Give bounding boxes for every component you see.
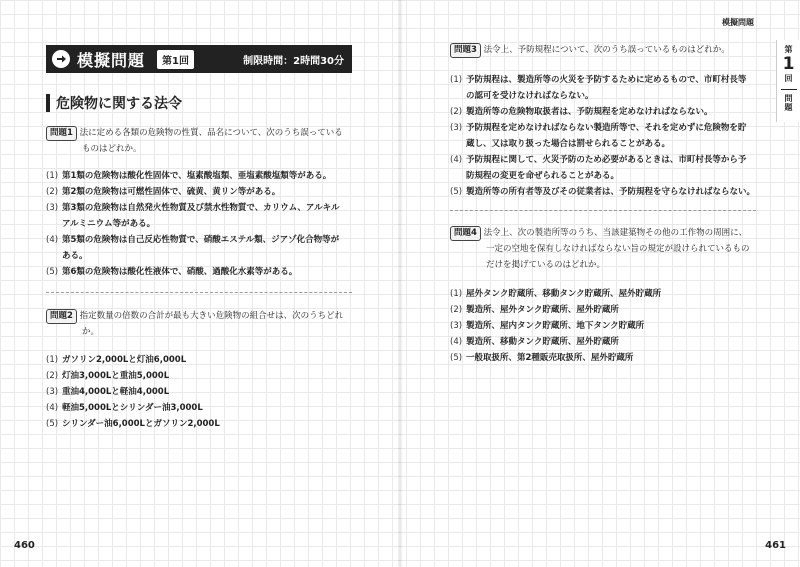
question-4-options	[450, 286, 756, 366]
option-row-cont: 防規程の変更を命ぜられることがある。	[466, 171, 620, 181]
question-2-label: 問題2	[46, 309, 77, 324]
dashed-divider	[450, 210, 756, 211]
option-row[interactable]: (3) 製造所、屋内タンク貯蔵所、地下タンク貯蔵所	[450, 321, 645, 331]
dashed-divider	[46, 292, 352, 293]
question-1-label: 問題1	[46, 126, 77, 141]
question-4-label: 問題4	[450, 226, 481, 241]
tab-suffix: 回	[784, 74, 793, 83]
option-row[interactable]: (4) 軽油5,000Lとシリンダー油3,000L	[46, 403, 203, 413]
running-header: 模擬問題	[722, 18, 754, 27]
question-1	[46, 125, 352, 157]
section-bar	[46, 94, 50, 112]
tab-number: 1	[782, 54, 795, 74]
option-row-cont: ある。	[62, 251, 88, 261]
option-row-cont: の認可を受けなければならない。	[466, 91, 594, 101]
time-limit: 制限時間：2時間30分	[243, 55, 344, 67]
option-row[interactable]: (3) 第3類の危険物は自然発火性物質及び禁水性物質で、カリウム、アルキル	[46, 203, 340, 213]
tab-label: 問題	[784, 94, 793, 112]
option-row[interactable]: (4) 第5類の危険物は自己反応性物質で、硝酸エステル類、ジアゾ化合物等が	[46, 235, 340, 245]
option-row[interactable]: (4) 予防規程に関して、火災予防のため必要があるときは、市町村長等から予	[450, 155, 747, 165]
option-row[interactable]: (5) シリンダー油6,000Lとガソリン2,000L	[46, 419, 220, 429]
option-row[interactable]: (5) 第6類の危険物は酸化性液体で、硝酸、過酸化水素等がある。	[46, 267, 298, 277]
question-2-options	[46, 352, 352, 432]
banner-title: 模擬問題	[77, 50, 146, 70]
question-1-options	[46, 168, 356, 280]
question-3-label: 問題3	[450, 43, 481, 58]
option-row[interactable]: (2) 製造所等の危険物取扱者は、予防規程を定めなければならない。	[450, 107, 713, 117]
question-2	[46, 308, 356, 340]
option-row[interactable]: (3) 重油4,000Lと軽油4,000L	[46, 387, 170, 397]
round-badge: 第1回	[157, 50, 194, 69]
page-number-right: 461	[765, 540, 786, 551]
question-2-line1: 指定数量の倍数の合計が最も大きい危険物の組合せは、次のうちどれ	[79, 311, 344, 321]
option-row[interactable]: (2) 灯油3,000Lと重油5,000L	[46, 371, 170, 381]
option-row[interactable]: (2) 製造所、屋外タンク貯蔵所、屋外貯蔵所	[450, 305, 619, 315]
option-row-cont: 蔵し、又は取り扱った場合は罰せられることがある。	[466, 139, 671, 149]
question-2-line2: か。	[82, 327, 100, 337]
question-3-line1: 法令上、予防規程について、次のうち誤っているものはどれか。	[483, 45, 730, 55]
book-gutter	[398, 0, 402, 567]
option-row[interactable]: (1) 第1類の危険物は酸化性固体で、塩素酸塩類、亜塩素酸塩類等がある。	[46, 171, 332, 181]
question-4	[450, 225, 766, 273]
option-row[interactable]: (4) 製造所、移動タンク貯蔵所、屋外貯蔵所	[450, 337, 619, 347]
question-1-line2: ものはどれか。	[82, 144, 142, 154]
exam-banner	[46, 45, 352, 73]
option-row[interactable]: (5) 製造所等の所有者等及びその従業者は、予防規程を守らなければならない。	[450, 187, 756, 197]
question-4-line1: 法令上、次の製造所等のうち、当該建築物その他の工作物の周囲に、	[483, 228, 748, 238]
question-4-line3: だけを掲げているのはどれか。	[486, 260, 606, 270]
option-row[interactable]: (1) ガソリン2,000Lと灯油6,000L	[46, 355, 187, 365]
question-1-line1: 法に定める各類の危険物の性質、品名について、次のうち誤っている	[79, 128, 343, 138]
question-3-options	[450, 72, 766, 200]
tab-prefix: 第	[784, 45, 793, 54]
chapter-tab	[776, 40, 800, 122]
option-row[interactable]: (2) 第2類の危険物は可燃性固体で、硫黄、黄リン等がある。	[46, 187, 281, 197]
option-row[interactable]: (1) 屋外タンク貯蔵所、移動タンク貯蔵所、屋外貯蔵所	[450, 289, 662, 299]
option-row[interactable]: (1) 予防規程は、製造所等の火災を予防するために定めるもので、市町村長等	[450, 75, 747, 85]
question-3	[450, 42, 750, 58]
arrow-right-icon	[52, 50, 70, 68]
section-heading	[46, 93, 182, 113]
option-row-cont: アルミニウム等がある。	[62, 219, 156, 229]
option-row[interactable]: (3) 予防規程を定めなければならない製造所等で、それを定めずに危険物を貯	[450, 123, 747, 133]
page-number-left: 460	[14, 540, 35, 551]
tab-rule	[781, 89, 797, 90]
question-4-line2: 一定の空地を保有しなければならない旨の規定が設けられているもの	[486, 244, 750, 254]
option-row[interactable]: (5) 一般取扱所、第2種販売取扱所、屋外貯蔵所	[450, 353, 634, 363]
section-title: 危険物に関する法令	[56, 96, 182, 112]
